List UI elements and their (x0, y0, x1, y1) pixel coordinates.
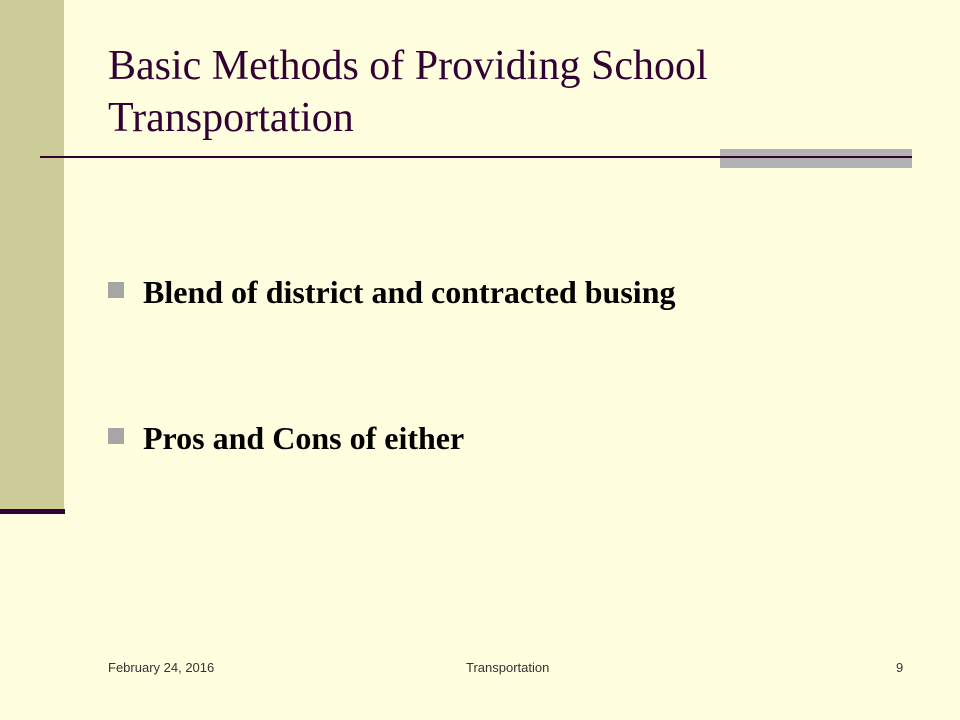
bullet-text: Blend of district and contracted busing (143, 274, 676, 310)
bullet-list (108, 272, 675, 564)
footer-title: Transportation (466, 660, 550, 675)
left-sidebar-band (0, 0, 64, 511)
slide-title: Basic Methods of Providing School Transportation (108, 43, 708, 141)
title-accent-block (720, 149, 912, 168)
bullet-item (108, 272, 675, 418)
bullet-item (108, 418, 675, 564)
title-accent-line (720, 156, 912, 158)
square-bullet-icon (108, 428, 124, 444)
left-sidebar-underline (0, 509, 65, 514)
footer-date: February 24, 2016 (108, 660, 215, 675)
bullet-text: Pros and Cons of either (143, 420, 465, 456)
square-bullet-icon (108, 282, 124, 298)
slide-number: 9 (896, 660, 904, 675)
